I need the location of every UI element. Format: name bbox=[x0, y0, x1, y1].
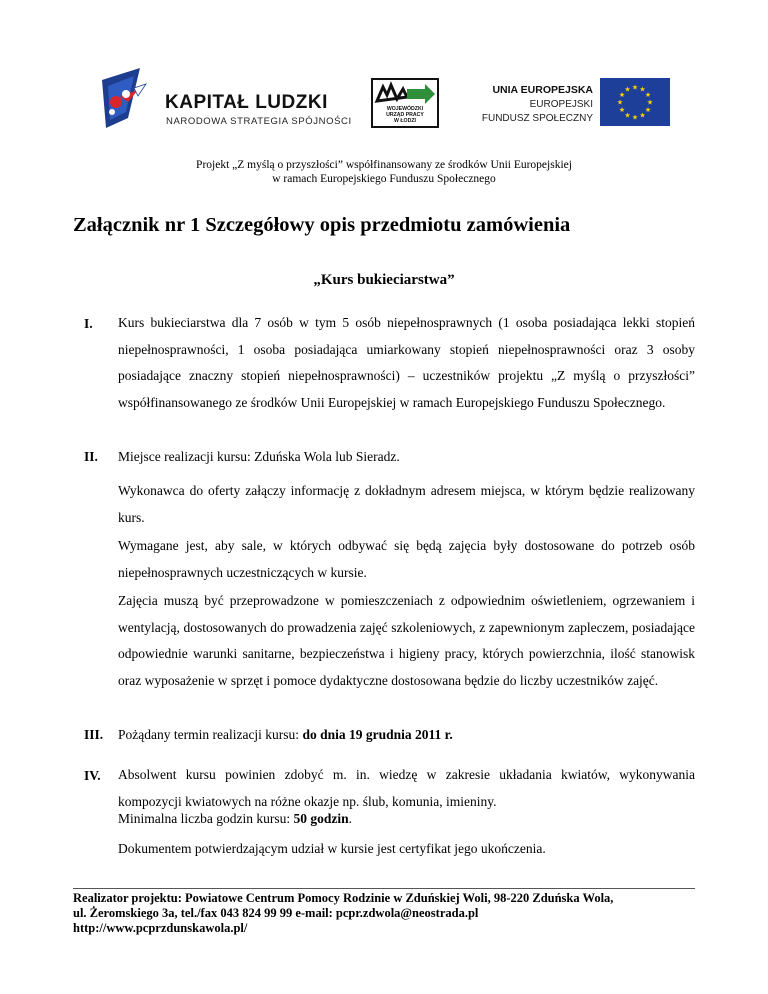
eu-star-icon: ★ bbox=[631, 113, 639, 122]
section-1-number: I. bbox=[84, 316, 93, 331]
eu-star-icon: ★ bbox=[639, 111, 646, 120]
eu-title: UNIA EUROPEJSKA bbox=[492, 84, 593, 96]
kapital-ludzki-title: KAPITAŁ LUDZKI bbox=[165, 92, 328, 113]
footer-line-1: Realizator projektu: Powiatowe Centrum Pomocy Rodzinie w Zduńskiej Woli, 98-220 Zduńska Wola, bbox=[73, 891, 614, 905]
eu-star-icon: ★ bbox=[644, 91, 652, 99]
course-name: „Kurs bukieciarstwa” bbox=[313, 272, 455, 288]
eu-subtitle-1: EUROPEJSKI bbox=[529, 99, 593, 110]
eu-star-icon: ★ bbox=[644, 106, 652, 114]
section-2-conditions: Zajęcia muszą być przeprowadzone w pomieszczeniach z odpowiednim oświetleniem, ogrzewaniem i wentylacją, dostosowanych do prowadzenia zajęć szkoleniowych, z zapewnionym zapleczem, posiadające odpowiednie warunki sanitarne, bezpieczeństwa i higieny pracy, których powierzchnia, ilość stanowisk oraz wyposażenie w sprzęt i pomoce dydaktyczne dostosowana będzie do liczby uczestników zajęć. bbox=[118, 593, 695, 688]
wup-line-2: URZĄD PRACY bbox=[386, 112, 424, 118]
kapital-ludzki-emblem-icon bbox=[98, 66, 168, 136]
footer-divider bbox=[73, 888, 695, 889]
wup-line-3: W ŁODZI bbox=[394, 118, 416, 124]
eu-flag bbox=[600, 78, 670, 126]
section-4-skills: Absolwent kursu powinien zdobyć m. in. wiedzę w zakresie układania kwiatów, wykonywania kompozycji kwiatowych na różne okazje np. ślub, komunia, imieniny. bbox=[118, 767, 695, 809]
project-line-2: w ramach Europejskiego Funduszu Społecznego bbox=[272, 173, 496, 185]
min-hours-end: . bbox=[348, 811, 352, 826]
section-2-rooms-requirement: Wymagane jest, aby sale, w których odbywać się będą zajęcia były dostosowane do potrzeb osób niepełnosprawnych uczestniczących w kursie. bbox=[118, 538, 695, 580]
footer-link: http://www.pcprzdunskawola.pl/ bbox=[73, 921, 248, 935]
eu-star-icon: ★ bbox=[646, 98, 654, 107]
min-hours-value: 50 godzin bbox=[293, 811, 349, 826]
wup-caption bbox=[371, 106, 439, 124]
kapital-ludzki-logo bbox=[98, 66, 168, 136]
eu-star-icon: ★ bbox=[624, 111, 631, 120]
eu-star-icon: ★ bbox=[616, 98, 624, 107]
kapital-ludzki-subtitle: NARODOWA STRATEGIA SPÓJNOŚCI bbox=[166, 116, 352, 127]
eu-subtitle-2: FUNDUSZ SPOŁECZNY bbox=[481, 113, 593, 124]
section-4-number: IV. bbox=[84, 768, 101, 783]
min-hours-label: Minimalna liczba godzin kursu: bbox=[118, 811, 294, 826]
section-2-number: II. bbox=[84, 449, 98, 464]
section-1-text: Kurs bukieciarstwa dla 7 osób w tym 5 osób niepełnosprawnych (1 osoba posiadająca lekki stopień niepełnosprawności, 1 osoba posiadająca umiarkowany stopień niepełnosprawności oraz 3 osoby posiadające znaczny stopień niepełnosprawności) – uczestników projektu „Z myślą o przyszłości” współfinansowanego ze środków Unii Europejskiej w ramach Europejskiego Funduszu Społecznego. bbox=[118, 315, 695, 410]
deadline-label: Pożądany termin realizacji kursu: bbox=[118, 727, 303, 742]
section-3-number: III. bbox=[84, 727, 104, 742]
project-line-1: Projekt „Z myślą o przyszłości” współfinansowany ze środków Unii Europejskiej bbox=[196, 159, 572, 171]
eu-star-icon: ★ bbox=[631, 83, 639, 92]
deadline-value: do dnia 19 grudnia 2011 r. bbox=[302, 727, 453, 742]
wup-line-1: WOJEWÓDZKI bbox=[386, 106, 424, 112]
page-title: Załącznik nr 1 Szczegółowy opis przedmiotu zamówienia bbox=[73, 214, 571, 236]
section-4-certificate: Dokumentem potwierdzającym udział w kursie jest certyfikat jego ukończenia. bbox=[118, 841, 546, 856]
eu-flag-icon bbox=[600, 78, 670, 126]
eu-star-icon: ★ bbox=[618, 91, 626, 99]
section-2-location: Miejsce realizacji kursu: Zduńska Wola lub Sieradz. bbox=[118, 449, 400, 464]
footer-line-2: ul. Żeromskiego 3a, tel./fax 043 824 99 99 e-mail: pcpr.zdwola@neostrada.pl bbox=[73, 906, 479, 920]
eu-star-icon: ★ bbox=[624, 85, 631, 94]
section-3-deadline bbox=[118, 727, 695, 743]
section-2-offer-info: Wykonawca do oferty załączy informację z dokładnym adresem miejsca, w którym będzie realizowany kurs. bbox=[118, 483, 695, 525]
eu-star-icon: ★ bbox=[639, 85, 646, 94]
wup-arrow-icon bbox=[373, 81, 437, 107]
eu-star-icon: ★ bbox=[618, 106, 626, 114]
section-4-min-hours bbox=[118, 811, 695, 827]
